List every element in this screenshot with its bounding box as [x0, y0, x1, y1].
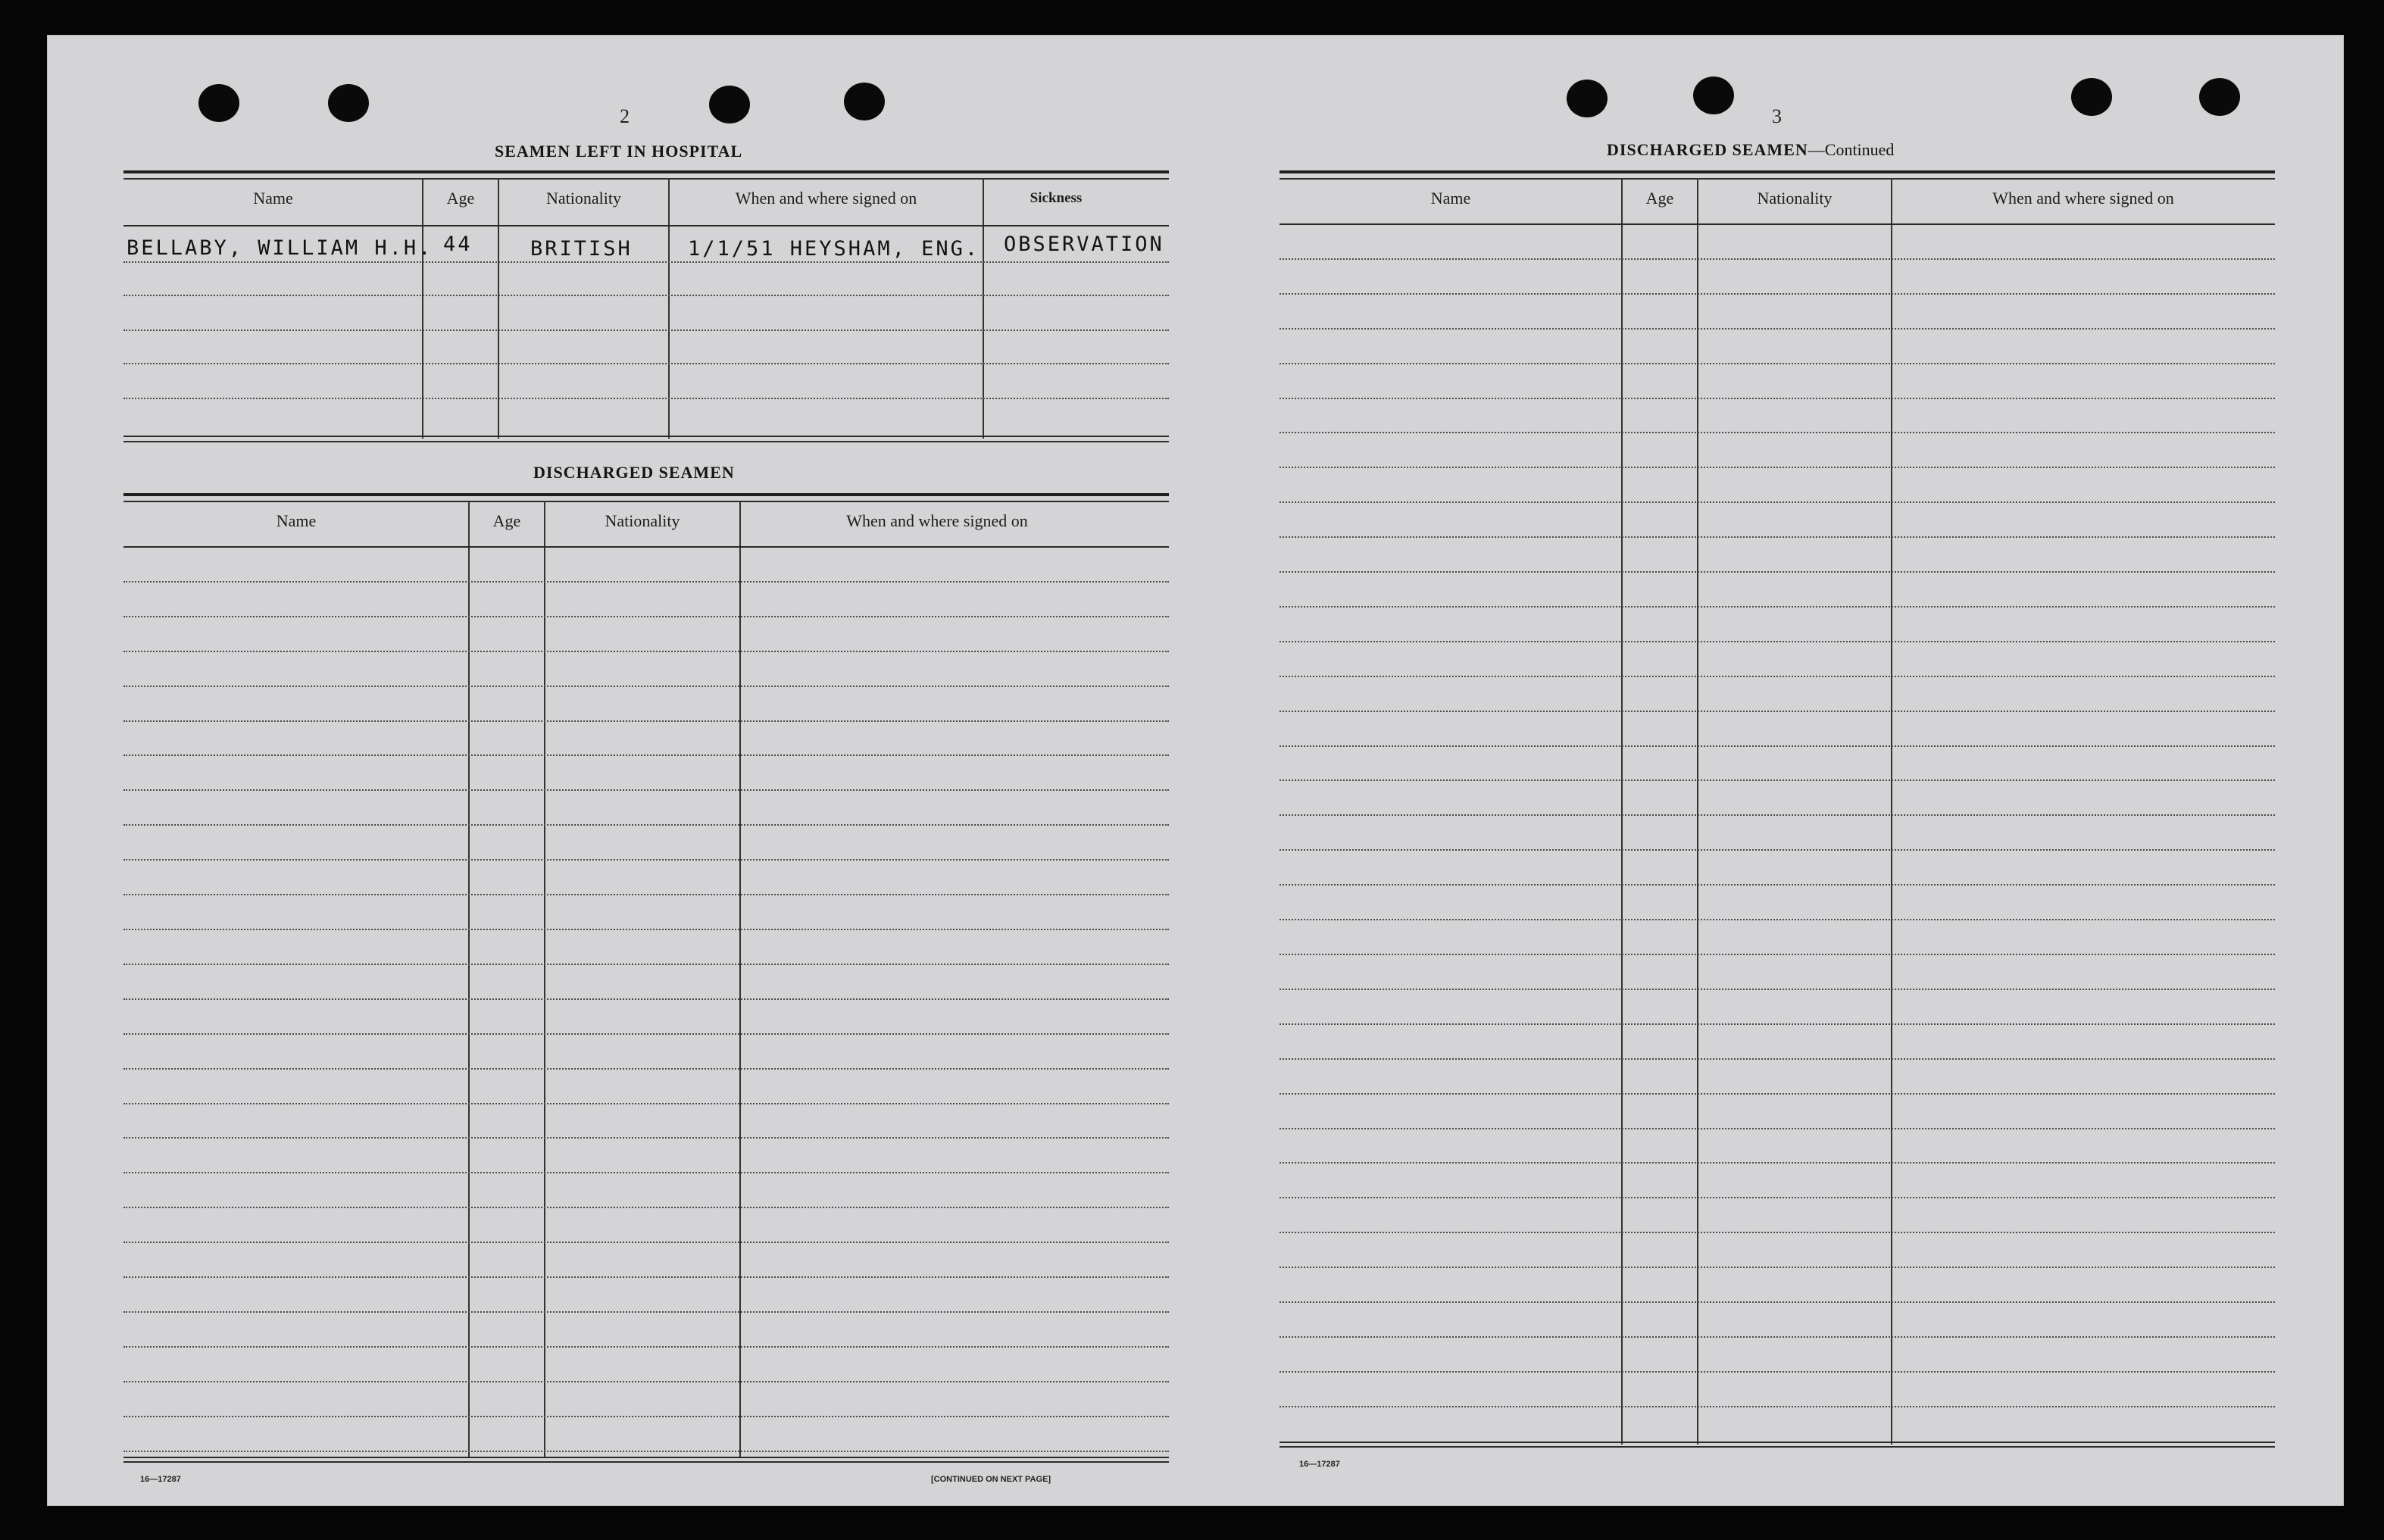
column-divider [422, 178, 423, 439]
table-row-line [123, 1103, 1169, 1104]
table-row-line [123, 1033, 1169, 1035]
header-bottom-rule [1279, 223, 2275, 225]
top-rule [123, 170, 1169, 173]
table-row-line [123, 754, 1169, 756]
punch-hole [328, 84, 369, 122]
seaman-nationality: BRITISH [530, 237, 633, 261]
bottom-rule [123, 436, 1169, 437]
table-row-line [1279, 606, 2275, 608]
table-row-line [123, 894, 1169, 895]
column-header-nationality: Nationality [546, 189, 621, 208]
table-row-line [123, 929, 1169, 930]
table-row-line [123, 581, 1169, 583]
title-suffix: —Continued [1808, 140, 1895, 159]
table-row-line [123, 1242, 1169, 1243]
punch-hole [1693, 77, 1734, 114]
column-header-signed-on: When and where signed on [735, 189, 917, 208]
table-row-line [1279, 328, 2275, 330]
discharged-continued-title [1607, 140, 1894, 160]
table-row-line [1279, 814, 2275, 816]
table-row-line [1279, 1162, 2275, 1164]
row-rule [123, 330, 1169, 331]
table-row-line [1279, 258, 2275, 260]
table-row-line [1279, 467, 2275, 468]
column-header-age: Age [492, 511, 521, 530]
table-row-line [123, 1416, 1169, 1417]
table-row-line [123, 1276, 1169, 1278]
seaman-name: BELLABY, WILLIAM H.H. [127, 236, 433, 260]
table-row-line [123, 1311, 1169, 1313]
table-row-line [1279, 1336, 2275, 1338]
table-row-line [1279, 432, 2275, 433]
hospital-section-title: SEAMEN LEFT IN HOSPITAL [495, 142, 743, 161]
table-row-line [1279, 779, 2275, 781]
table-row-line [1279, 536, 2275, 538]
punch-hole [2199, 78, 2240, 116]
header-rule [123, 178, 1169, 180]
header-rule [123, 501, 1169, 502]
seaman-age: 44 [443, 233, 473, 256]
column-header-name: Name [253, 189, 293, 208]
table-row-line [123, 859, 1169, 861]
form-number: 16—17287 [140, 1475, 181, 1484]
table-row-line [1279, 293, 2275, 295]
table-row-line [1279, 745, 2275, 747]
column-header-signed-on: When and where signed on [846, 511, 1028, 530]
column-divider [1621, 178, 1623, 1445]
table-row-line [1279, 1058, 2275, 1060]
table-row-line [1279, 501, 2275, 503]
table-row-line [1279, 884, 2275, 886]
discharged-section-title: DISCHARGED SEAMEN [533, 463, 735, 482]
table-row-line [123, 1381, 1169, 1382]
table-row-line [1279, 1301, 2275, 1303]
table-row-line [1279, 1267, 2275, 1268]
table-row-line [123, 789, 1169, 791]
column-header-nationality: Nationality [1757, 189, 1833, 208]
table-row-line [123, 686, 1169, 687]
bottom-rule [123, 1461, 1169, 1463]
column-divider [1697, 178, 1698, 1445]
row-rule [123, 225, 1169, 226]
seaman-signed-on: 1/1/51 HEYSHAM, ENG. [688, 237, 980, 261]
table-row-line [1279, 1093, 2275, 1095]
header-rule [1279, 178, 2275, 180]
table-row-line [1279, 1371, 2275, 1373]
form-number: 16—17287 [1299, 1460, 1340, 1469]
table-row-line [123, 720, 1169, 722]
table-row-line [123, 1346, 1169, 1348]
table-row-line [123, 824, 1169, 826]
table-row-line [1279, 1128, 2275, 1129]
table-row-line [123, 651, 1169, 652]
table-row-line [1279, 571, 2275, 573]
column-divider [739, 501, 741, 1457]
row-rule [123, 295, 1169, 296]
table-row-line [123, 1172, 1169, 1173]
table-row-line [123, 998, 1169, 1000]
punch-hole [2071, 78, 2112, 116]
table-row-line [1279, 919, 2275, 920]
table-row-line [123, 616, 1169, 617]
column-divider [1891, 178, 1892, 1445]
continued-note: [CONTINUED ON NEXT PAGE] [931, 1475, 1051, 1484]
row-rule [123, 398, 1169, 399]
column-header-signed-on: When and where signed on [1992, 189, 2174, 208]
header-bottom-rule [123, 546, 1169, 548]
page-number: 3 [1772, 105, 1782, 127]
punch-hole [1567, 80, 1608, 117]
table-row-line [123, 964, 1169, 965]
column-header-age: Age [446, 189, 475, 208]
punch-hole [844, 83, 885, 120]
table-row-line [1279, 989, 2275, 990]
table-row-line [1279, 363, 2275, 364]
column-divider [668, 178, 670, 439]
bottom-rule [1279, 1442, 2275, 1443]
title-text: DISCHARGED SEAMEN [1607, 140, 1808, 159]
column-header-name: Name [276, 511, 317, 530]
punch-hole [709, 86, 750, 123]
table-row-line [1279, 954, 2275, 955]
bottom-rule [123, 441, 1169, 442]
table-row-line [1279, 641, 2275, 642]
table-row-line [1279, 1197, 2275, 1198]
bottom-rule [1279, 1446, 2275, 1448]
punch-hole [198, 84, 239, 122]
top-rule [1279, 170, 2275, 173]
table-row-line [1279, 1023, 2275, 1025]
page-number: 2 [620, 105, 630, 127]
table-row-line [1279, 1406, 2275, 1407]
table-row-line [1279, 849, 2275, 851]
column-header-name: Name [1430, 189, 1471, 208]
column-divider [544, 501, 545, 1457]
table-row-line [1279, 398, 2275, 399]
table-row-line [1279, 1232, 2275, 1233]
table-row-line [1279, 711, 2275, 712]
row-rule [123, 363, 1169, 364]
column-divider [983, 178, 984, 439]
row-rule [123, 261, 1169, 263]
bottom-rule [123, 1457, 1169, 1458]
column-divider [498, 178, 499, 439]
table-row-line [123, 1207, 1169, 1208]
table-row-line [1279, 676, 2275, 677]
document-sheet [47, 35, 2344, 1506]
top-rule [123, 493, 1169, 496]
table-row-line [123, 1068, 1169, 1070]
column-divider [468, 501, 470, 1457]
seaman-sickness: OBSERVATION [1004, 233, 1164, 256]
table-row-line [123, 1451, 1169, 1452]
column-header-sickness: Sickness [1030, 190, 1083, 206]
table-row-line [123, 1137, 1169, 1139]
column-header-age: Age [1645, 189, 1674, 208]
column-header-nationality: Nationality [605, 511, 680, 530]
